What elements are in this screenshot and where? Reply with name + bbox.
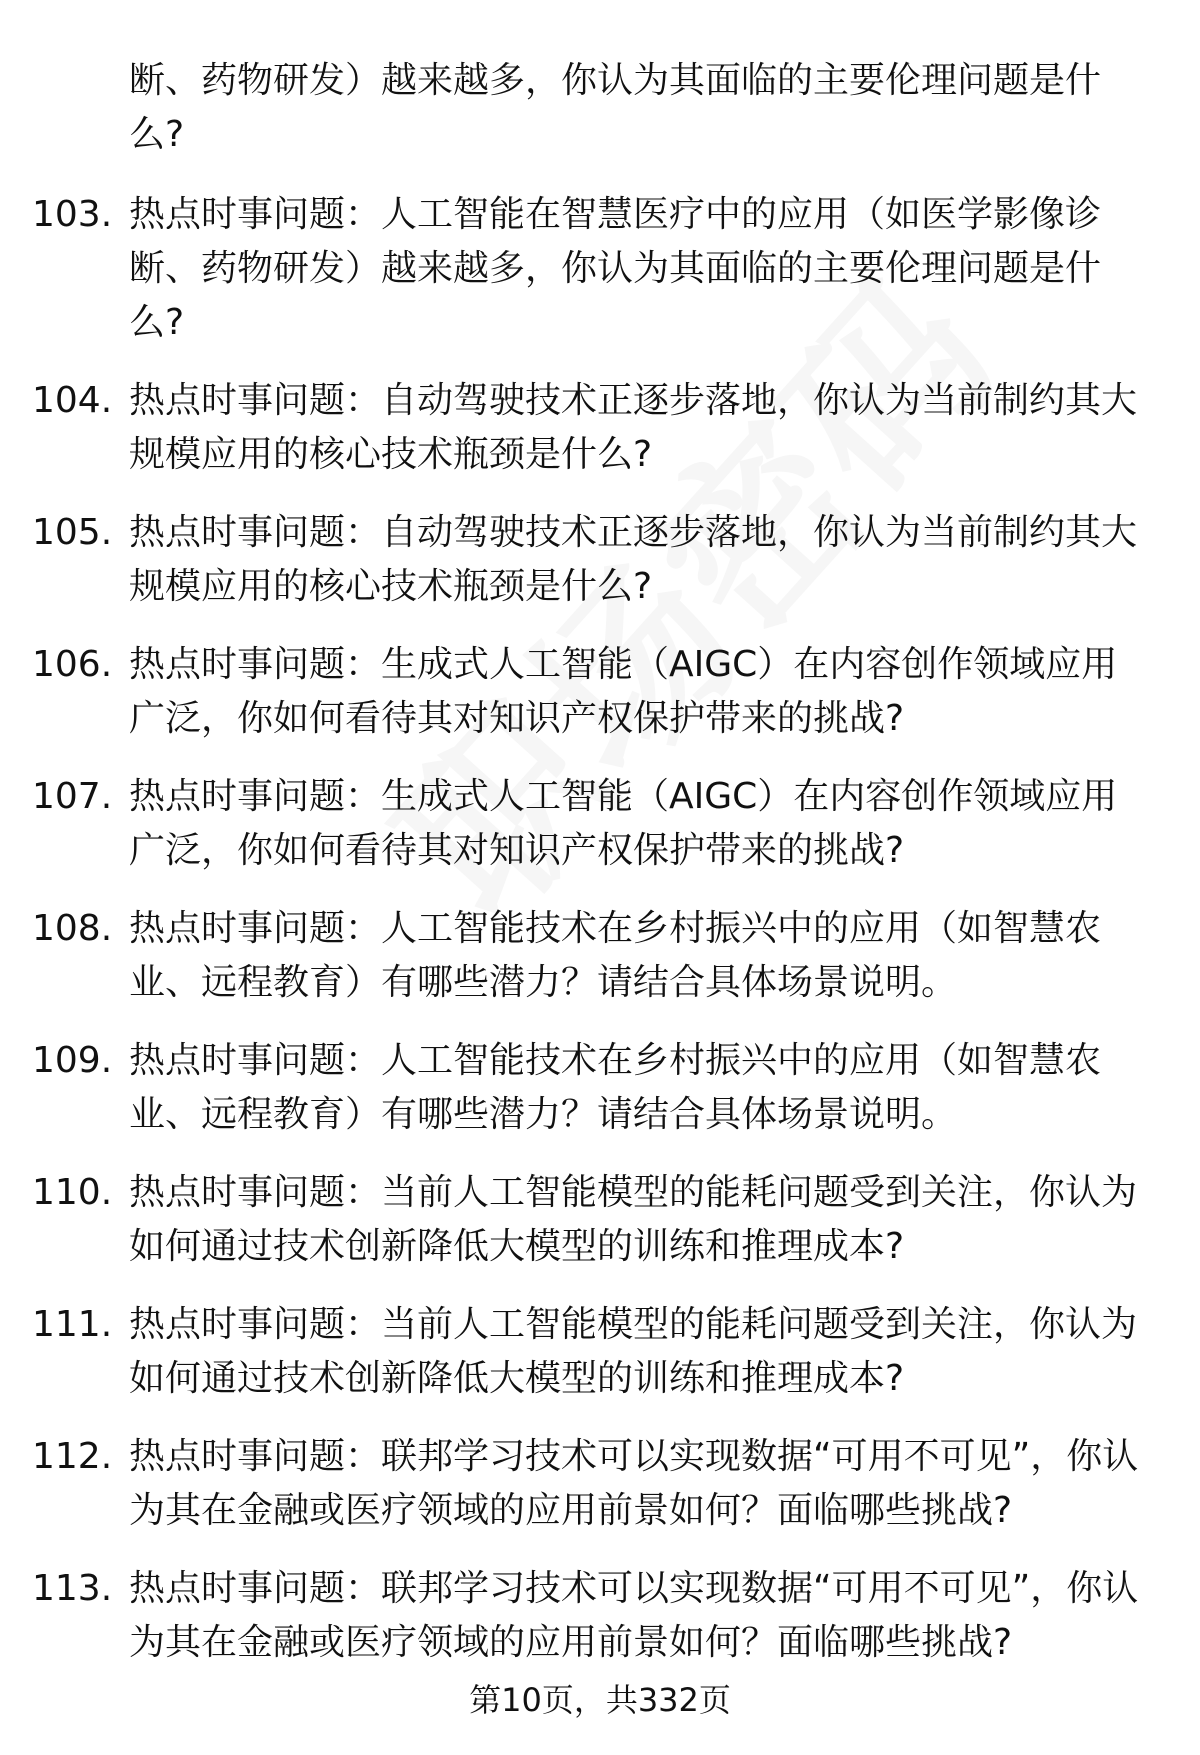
question-list	[0, 188, 1200, 1694]
question-text: 热点时事问题：人工智能在智慧医疗中的应用（如医学影像诊断、药物研发）越来越多，你认为其面临的主要伦理问题是什么?	[129, 194, 1102, 343]
question-number: 108.	[32, 908, 113, 949]
question-text: 热点时事问题：联邦学习技术可以实现数据“可用不可见”，你认为其在金融或医疗领域的应用前景如何？面临哪些挑战?	[129, 1568, 1139, 1663]
question-number: 103.	[32, 194, 113, 235]
question-number: 107.	[32, 776, 113, 817]
question-number: 111.	[32, 1304, 113, 1345]
question-number: 113.	[32, 1568, 113, 1609]
question-text: 热点时事问题：自动驾驶技术正逐步落地，你认为当前制约其大规模应用的核心技术瓶颈是什么?	[129, 380, 1138, 475]
continued-question-text: 断、药物研发）越来越多，你认为其面临的主要伦理问题是什么?	[129, 60, 1102, 155]
question-item	[0, 1298, 1200, 1406]
question-text: 热点时事问题：人工智能技术在乡村振兴中的应用（如智慧农业、远程教育）有哪些潜力？请结合具体场景说明。	[129, 1040, 1102, 1135]
question-number: 106.	[32, 644, 113, 685]
question-text: 热点时事问题：人工智能技术在乡村振兴中的应用（如智慧农业、远程教育）有哪些潜力？请结合具体场景说明。	[129, 908, 1102, 1003]
question-text: 热点时事问题：当前人工智能模型的能耗问题受到关注，你认为如何通过技术创新降低大模型的训练和推理成本?	[129, 1172, 1138, 1267]
question-item	[0, 638, 1200, 746]
question-text: 热点时事问题：联邦学习技术可以实现数据“可用不可见”，你认为其在金融或医疗领域的应用前景如何？面临哪些挑战?	[129, 1436, 1139, 1531]
question-item	[0, 1034, 1200, 1142]
page-footer	[0, 1678, 1200, 1722]
question-item	[0, 188, 1200, 350]
question-number: 104.	[32, 380, 113, 421]
question-item	[0, 374, 1200, 482]
question-item	[0, 1166, 1200, 1274]
question-item	[0, 902, 1200, 1010]
question-number: 110.	[32, 1172, 113, 1213]
question-item	[0, 506, 1200, 614]
question-text: 热点时事问题：生成式人工智能（AIGC）在内容创作领域应用广泛，你如何看待其对知识产权保护带来的挑战?	[129, 776, 1118, 871]
question-number: 109.	[32, 1040, 113, 1081]
question-item	[0, 770, 1200, 878]
question-text: 热点时事问题：生成式人工智能（AIGC）在内容创作领域应用广泛，你如何看待其对知识产权保护带来的挑战?	[129, 644, 1118, 739]
question-item	[0, 1562, 1200, 1670]
question-number: 105.	[32, 512, 113, 553]
question-number: 112.	[32, 1436, 113, 1477]
question-item	[0, 1430, 1200, 1538]
page-number-label: 第10页，共332页	[469, 1681, 731, 1719]
question-text: 热点时事问题：自动驾驶技术正逐步落地，你认为当前制约其大规模应用的核心技术瓶颈是什么?	[129, 512, 1138, 607]
question-text: 热点时事问题：当前人工智能模型的能耗问题受到关注，你认为如何通过技术创新降低大模型的训练和推理成本?	[129, 1304, 1138, 1399]
